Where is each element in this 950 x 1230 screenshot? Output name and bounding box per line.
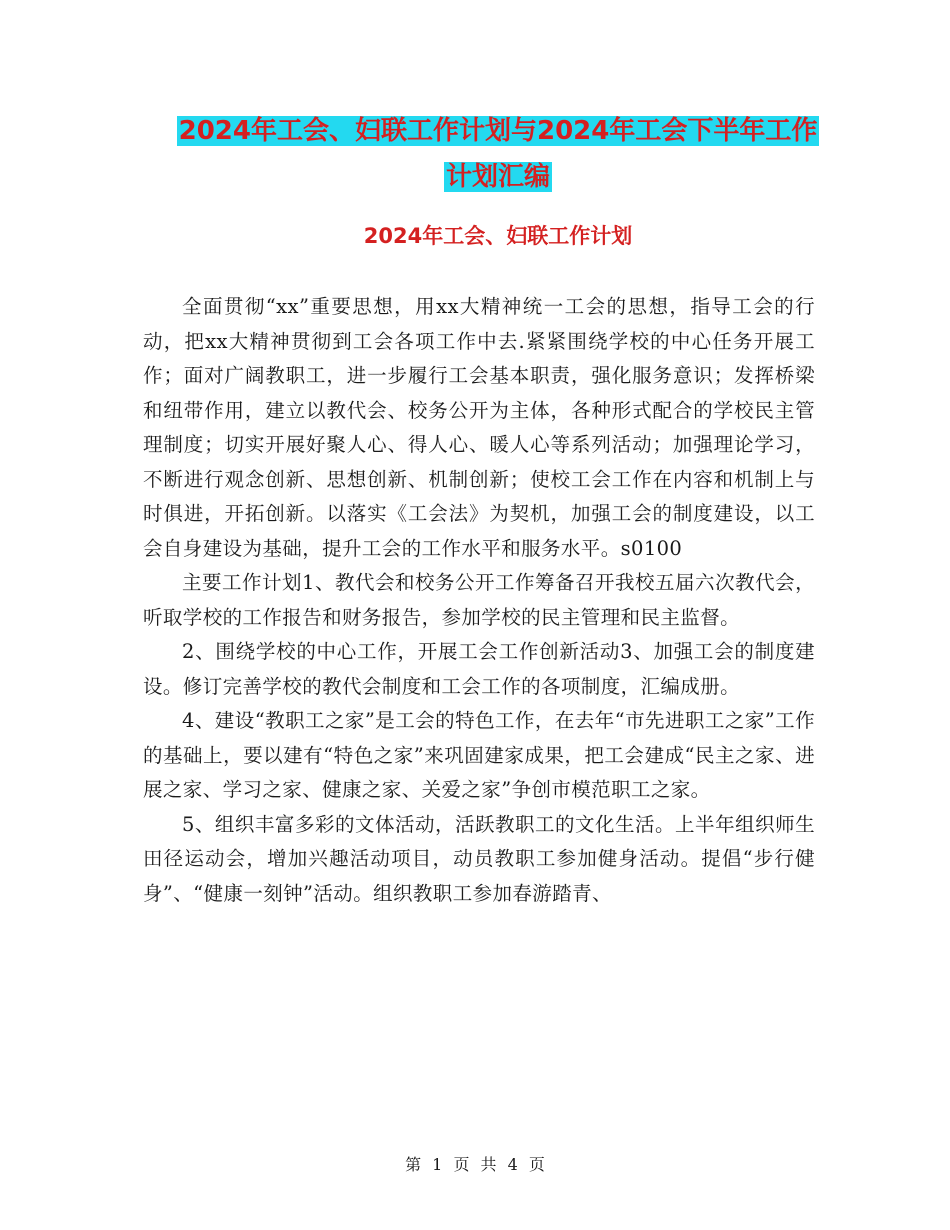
paragraph-3: 2、围绕学校的中心工作，开展工会工作创新活动3、加强工会的制度建设。修订完善学校的教代会制度和工会工作的各项制度，汇编成册。 [143, 640, 815, 698]
section-title: 2024年工会、妇联工作计划 [363, 224, 633, 248]
document-title-line-2: 计划汇编 [445, 162, 550, 192]
document-body [143, 290, 815, 911]
paragraph-5: 5、组织丰富多彩的文体活动，活跃教职工的文化生活。上半年组织师生田径运动会，增加兴趣活动项目，动员教职工参加健身活动。提倡“步行健身”、“健康一刻钟”活动。组织教职工参加春游踏青、 [143, 812, 815, 905]
paragraph-1: 全面贯彻“xx”重要思想，用xx大精神统一工会的思想，指导工会的行动，把xx大精神贯彻到工会各项工作中去.紧紧围绕学校的中心任务开展工作；面对广阔教职工，进一步履行工会基本职责，强化服务意识；发挥桥梁和纽带作用，建立以教代会、校务公开为主体，各种形式配合的学校民主管理制度；切实开展好聚人心、得人心、暖人心等系列活动；加强理论学习，不断进行观念创新、思想创新、机制创新；使校工会工作在内容和机制上与时俱进，开拓创新。以落实《工会法》为契机，加强工会的制度建设，以工会自身建设为基础，提升工会的工作水平和服务水平。s0100 [143, 295, 815, 560]
page-footer: 第 1 页 共 4 页 [405, 1155, 545, 1174]
document-title-line-1: 2024年工会、妇联工作计划与2024年工会下半年工作 [178, 116, 818, 146]
document-title [140, 108, 856, 200]
paragraph-2: 主要工作计划1、教代会和校务公开工作筹备召开我校五届六次教代会，听取学校的工作报告和财务报告，参加学校的民主管理和民主监督。 [143, 571, 815, 629]
paragraph-4: 4、建设“教职工之家”是工会的特色工作，在去年“市先进职工之家”工作的基础上，要以建有“特色之家”来巩固建家成果，把工会建成“民主之家、进展之家、学习之家、健康之家、关爱之家”争创市模范职工之家。 [143, 709, 815, 801]
